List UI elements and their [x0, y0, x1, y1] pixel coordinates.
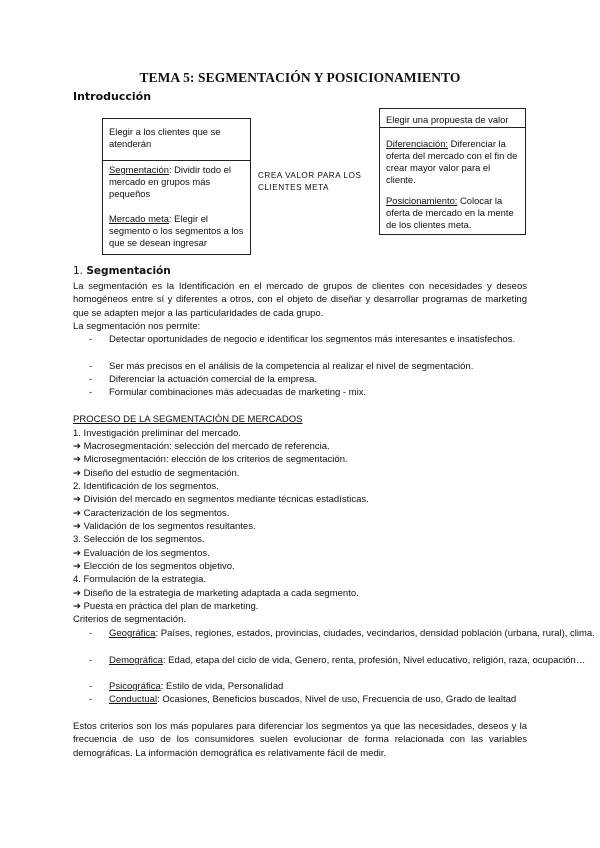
list-item: - Demográfica: Edad, etapa del ciclo de vida, Genero, renta, profesión, Nivel educativo, religión, raza, ocupación…	[89, 655, 586, 666]
list-item: - Ser más precisos en el análisis de la competencia al realizar el nivel de segmentación.	[89, 361, 474, 372]
process-line: ➔ Puesta en práctica del plan de marketing.	[73, 601, 259, 612]
process-line: 4. Formulación de la estrategia.	[73, 574, 207, 585]
section-number: 1.	[73, 265, 84, 277]
process-line: ➔ Macrosegmentación: selección del mercado de referencia.	[73, 441, 330, 452]
differentiation-def: Diferenciar la oferta del mercado con el fin de crear mayor valor para el cliente.	[386, 138, 518, 185]
process-line: ➔ Caracterización de los segmentos.	[73, 508, 230, 519]
differentiation-definition	[386, 138, 519, 186]
process-line: 2. Identificación de los segmentos.	[73, 481, 219, 492]
choose-clients-text: Elegir a los clientes que se atenderán	[109, 126, 221, 149]
differentiation-term: Diferenciación:	[386, 138, 449, 149]
target-market-term: Mercado meta	[109, 213, 169, 224]
diagram-right-divider	[379, 127, 526, 128]
process-line: 3. Selección de los segmentos.	[73, 534, 205, 545]
diagram-left-box	[102, 118, 251, 255]
positioning-term: Posicionamiento:	[386, 195, 458, 206]
positioning-def: Colocar la oferta de mercado en la mente de los clientes meta.	[386, 195, 514, 230]
list-item: - Detectar oportunidades de negocio e identificar los segmentos más interesantes e insatisfechos.	[89, 334, 516, 345]
positioning-definition	[386, 195, 519, 231]
target-market-def: : Elegir el segmento o los segmentos a los que se desean ingresar	[109, 213, 244, 248]
list-item: - Diferenciar la actuación comercial de la empresa.	[89, 374, 318, 385]
segmentation-permite: La segmentación nos permite:	[73, 321, 201, 332]
diagram-divider	[102, 160, 251, 161]
segmentation-term: Segmentación	[109, 164, 169, 175]
page-title: TEMA 5: SEGMENTACIÓN Y POSICIONAMIENTO	[139, 70, 461, 85]
process-line: ➔ Diseño de la estrategia de marketing adaptada a cada segmento.	[73, 588, 359, 599]
intro-heading: Introducción	[73, 90, 152, 103]
segmentation-paragraph: La segmentación es la Identificación en el mercado de grupos de clientes con necesidades y deseos homogéneos entre sí y diferentes a otros, con el objeto de diseñar y desarrollar programas de marketing que se adapten mejor a las particularidades de cada grupo.	[73, 281, 527, 319]
process-line: ➔ Validación de los segmentos resultantes.	[73, 521, 256, 532]
process-heading: PROCESO DE LA SEGMENTACIÓN DE MERCADOS	[73, 414, 303, 425]
list-item: - Psicográfica: Estilo de vida, Personalidad	[89, 681, 284, 692]
list-item: - Geográfica: Países, regiones, estados, provincias, ciudades, vecindarios, densidad población (urbana, rural), clima.	[89, 628, 595, 639]
criteria-closing-paragraph: Estos criterios son los más populares para diferenciar los segmentos ya que las necesidades, deseos y la frecuencia de uso de los consumidores suelen evolucionar de forma relacionada con las variables demográficas. La información demográfica es relativamente fácil de medir.	[73, 721, 527, 759]
segmentation-definition	[109, 164, 244, 200]
section-heading	[73, 265, 171, 277]
target-market-definition	[109, 213, 244, 249]
process-line: ➔ División del mercado en segmentos mediante técnicas estadísticas.	[73, 494, 369, 505]
list-item: - Formular combinaciones más adecuadas de marketing - mix.	[89, 387, 367, 398]
process-line: 1. Investigación preliminar del mercado.	[73, 428, 241, 439]
criteria-heading: Criterios de segmentación.	[73, 614, 186, 625]
process-line: ➔ Elección de los segmentos objetivo.	[73, 561, 235, 572]
section-title: Segmentación	[86, 265, 171, 277]
list-item: - Conductual: Ocasiones, Beneficios buscados, Nivel de uso, Frecuencia de uso, Grado de lealtad	[89, 694, 517, 705]
value-proposition-header: Elegir una propuesta de valor	[386, 114, 509, 125]
process-line: ➔ Microsegmentación: elección de los criterios de segmentación.	[73, 454, 348, 465]
process-line: ➔ Evaluación de los segmentos.	[73, 548, 210, 559]
diagram-center-text: CREA VALOR PARA LOS CLIENTES META	[258, 171, 362, 192]
segmentation-def: : Dividir todo el mercado en grupos más pequeños	[109, 164, 231, 199]
process-line: ➔ Diseño del estudio de segmentación.	[73, 468, 240, 479]
